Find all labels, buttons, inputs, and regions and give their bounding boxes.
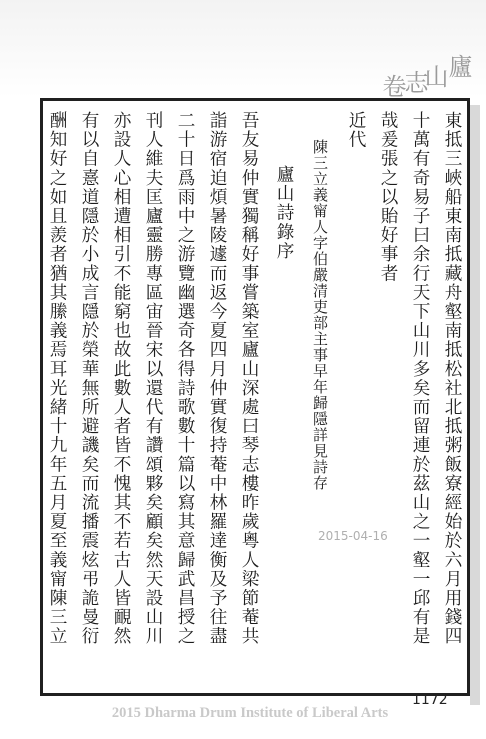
page-spine-shadow bbox=[470, 105, 480, 705]
text-frame bbox=[40, 98, 470, 696]
text-column: 刊人維夫匡廬靈勝專區宙晉宋以還代有讚頌夥矣顧矣然天設山川 bbox=[143, 111, 163, 646]
section-heading: 近代 bbox=[346, 111, 366, 150]
text-column: 十萬有奇易子曰余行天下山川多矣而留連於茲山之一壑一邱有是 bbox=[410, 111, 430, 646]
text-column: 詣游宿迫煩暑陵遽而返今夏四月仲實復持菴中林羅達衡及予往盡 bbox=[207, 111, 227, 646]
text-column: 有以自憙道隱於小成言隱於榮華無所避譏矣而流播震炫弔詭曼衍 bbox=[79, 111, 99, 646]
text-column: 亦設人心相遭相引不能窮也故此數人者皆不愧其不若古人皆靦然 bbox=[111, 111, 131, 646]
text-column: 吾友易仲實獨稱好事嘗築室廬山深處曰琴志樓昨歲粵人梁節菴共 bbox=[239, 111, 259, 646]
header-fragment: 卷 bbox=[378, 74, 406, 98]
header-fragment: 志 bbox=[400, 70, 428, 94]
header-fragment: 廬 bbox=[444, 54, 472, 78]
author-note: 陳三立義甯人字伯嚴清吏部主事早年歸隱詳見詩存 bbox=[311, 139, 329, 491]
text-column: 哉爰張之以貽好事者 bbox=[378, 111, 398, 283]
watermark: 2015 Dharma Drum Institute of Liberal Arts bbox=[111, 705, 389, 721]
preface-title: 廬山詩錄序 bbox=[274, 165, 294, 261]
date-stamp: 2015-04-16 bbox=[318, 529, 388, 543]
running-header bbox=[378, 40, 473, 98]
text-column: 二十日爲雨中之游覽幽選奇各得詩歌數十篇以寫其意歸武昌授之 bbox=[175, 111, 195, 646]
text-column: 東抵三峽船東南抵藏舟壑南抵松社北抵粥飯寮經始於六月用錢四 bbox=[442, 111, 462, 646]
page-number: 1172 bbox=[412, 692, 448, 708]
header-fragment: 山 bbox=[420, 64, 448, 88]
text-column: 酬知好之如且羨者猶其縢義焉耳光緒十九年五月夏至義甯陳三立 bbox=[47, 111, 67, 646]
